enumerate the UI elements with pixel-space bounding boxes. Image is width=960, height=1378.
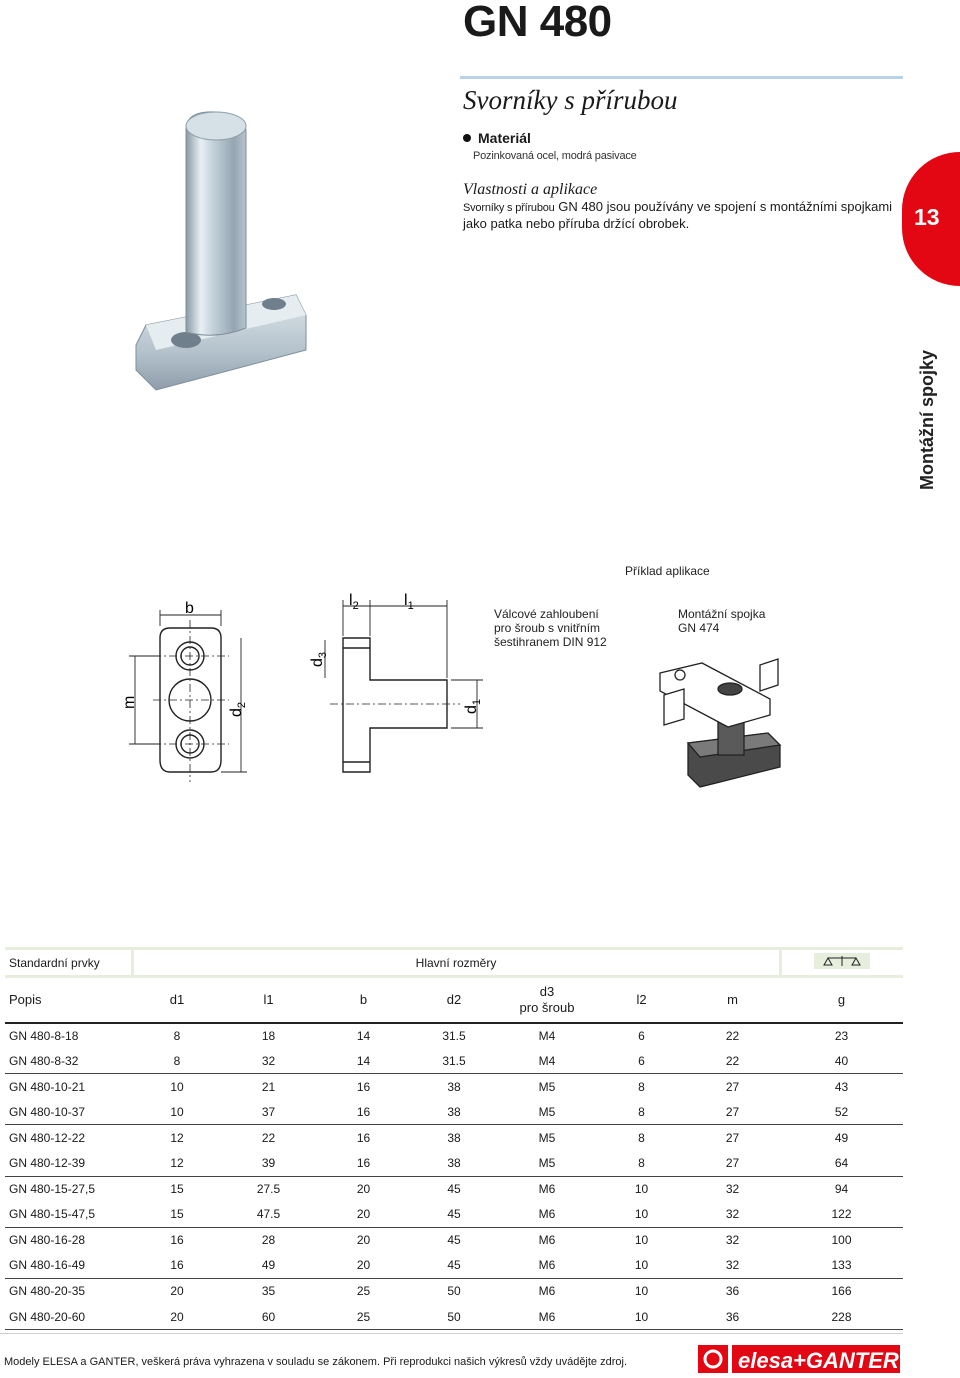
table-cell-value: 52 <box>780 1099 903 1125</box>
properties-text-main: GN 480 jsou používány ve spojení s montážními spojkami jako patka nebo příruba držící obrobek. <box>463 199 893 231</box>
table-cell-value: M6 <box>538 1233 556 1248</box>
table-cell-value: 14 <box>315 1048 412 1074</box>
table-cell-value: 6 <box>598 1048 685 1074</box>
table-cell-value: 50 <box>447 1284 461 1299</box>
chapter-tab[interactable] <box>902 152 960 286</box>
table-cell-value: 32 <box>685 1202 780 1228</box>
table-cell-value: 6 <box>638 1028 645 1043</box>
callout-gn474 <box>678 607 798 635</box>
product-photo <box>106 100 316 400</box>
table-row <box>5 1253 903 1279</box>
page-title: GN 480 <box>463 0 612 46</box>
table-cell-value: 8 <box>598 1150 685 1176</box>
table-cell-value: 31.5 <box>442 1028 466 1043</box>
table-cell-value: 22 <box>685 1048 780 1074</box>
table-cell-value: 22 <box>725 1028 740 1043</box>
table-row <box>5 1278 903 1304</box>
table-cell-value: M4 <box>538 1028 556 1043</box>
table-row <box>5 1202 903 1228</box>
weight-header-cell <box>780 949 903 977</box>
table-column-header <box>5 977 903 1023</box>
table-cell-value: 45 <box>447 1182 461 1197</box>
table-cell-value: 27 <box>685 1099 780 1125</box>
table-cell-value: M6 <box>496 1202 598 1228</box>
col-l2: l2 <box>598 977 685 1023</box>
table-cell-description: GN 480-20-60 <box>5 1304 132 1330</box>
dim-label-d2: $d_2$ <box>228 701 248 717</box>
callout-screw-line: Válcové zahloubení <box>494 607 599 621</box>
dim-label-d3-subscript: 3 <box>317 651 329 659</box>
table-cell-value: 100 <box>831 1233 852 1248</box>
table-cell-value: 50 <box>412 1304 496 1330</box>
table-cell-value: 228 <box>780 1304 903 1330</box>
table-cell-value: 133 <box>780 1253 903 1279</box>
table-cell-value: 20 <box>315 1202 412 1228</box>
col-d3 <box>496 977 598 1023</box>
dim-label-d3: $d_3$ <box>309 651 329 667</box>
table-cell-description: GN 480-10-21 <box>9 1079 86 1094</box>
properties-text <box>463 199 903 232</box>
table-cell-value: 32 <box>725 1182 740 1197</box>
table-cell-value: 8 <box>638 1079 645 1094</box>
footer-copyright: Modely ELESA a GANTER, veškerá práva vyhrazena v souladu se zákonem. Při reprodukci našich výkresů vždy uvádějte zdroj. <box>4 1356 628 1368</box>
table-cell-value: 31.5 <box>412 1048 496 1074</box>
table-cell-value: 45 <box>412 1202 496 1228</box>
table-cell-value: 38 <box>447 1079 461 1094</box>
table-cell-value: 32 <box>685 1253 780 1279</box>
col-d2: d2 <box>412 977 496 1023</box>
table-cell-value: 21 <box>261 1079 276 1094</box>
chapter-number: 13 <box>914 204 940 230</box>
table-cell-value: 36 <box>685 1304 780 1330</box>
table-cell-value: M5 <box>538 1130 556 1145</box>
table-cell-value: 16 <box>170 1233 184 1248</box>
table-row <box>5 1074 903 1100</box>
properties-text-lead: Svorníky s přírubou <box>463 202 555 214</box>
table-cell-value: 27 <box>685 1150 780 1176</box>
table-cell-value: 40 <box>780 1048 903 1074</box>
table-cell-value: 16 <box>315 1099 412 1125</box>
table-cell-value: 20 <box>356 1233 371 1248</box>
table-row <box>5 1150 903 1176</box>
scale-icon <box>814 953 870 969</box>
specification-table <box>5 947 903 1330</box>
dim-label-d1-subscript: 1 <box>471 698 483 706</box>
table-cell-value: 166 <box>831 1284 852 1299</box>
dim-label-l2: $l_2$ <box>349 592 359 612</box>
table-cell-value: 16 <box>356 1130 371 1145</box>
elesa-ganter-logo <box>698 1342 902 1376</box>
table-cell-description: GN 480-12-39 <box>5 1150 132 1176</box>
application-example-drawing <box>640 645 790 795</box>
callout-screw <box>494 607 644 649</box>
col-d1: d1 <box>132 977 222 1023</box>
material-text: Pozinkovaná ocel, modrá pasivace <box>473 150 637 162</box>
table-cell-value: 8 <box>598 1099 685 1125</box>
table-cell-description: GN 480-16-28 <box>9 1233 86 1248</box>
table-cell-value: 64 <box>780 1150 903 1176</box>
table-cell-value: 20 <box>170 1284 184 1299</box>
dim-label-b: b <box>185 600 194 617</box>
table-cell-value: 10 <box>598 1253 685 1279</box>
table-cell-value: 10 <box>132 1099 222 1125</box>
table-cell-value: 10 <box>634 1182 649 1197</box>
table-group-header <box>5 949 903 977</box>
table-row <box>5 1099 903 1125</box>
table-cell-value: 32 <box>725 1233 740 1248</box>
table-cell-value: 43 <box>834 1079 849 1094</box>
table-cell-value: M5 <box>496 1099 598 1125</box>
table-cell-description: GN 480-8-32 <box>5 1048 132 1074</box>
table-cell-value: 35 <box>261 1284 276 1299</box>
table-row <box>5 1023 903 1049</box>
table-cell-value: 10 <box>634 1284 649 1299</box>
table-cell-value: 38 <box>412 1099 496 1125</box>
table-cell-value: 14 <box>356 1028 371 1043</box>
table-cell-value: 25 <box>356 1284 371 1299</box>
table-cell-value: 20 <box>356 1182 371 1197</box>
logo-text: elesa+GANTER <box>738 1348 899 1373</box>
callout-screw-line: šestihranem DIN 912 <box>494 635 607 649</box>
table-cell-value: 20 <box>132 1304 222 1330</box>
dim-label-l1-subscript: 1 <box>407 600 414 612</box>
col-m: m <box>685 977 780 1023</box>
table-cell-value: 122 <box>780 1202 903 1228</box>
table-cell-value: 27 <box>725 1130 740 1145</box>
table-cell-description: GN 480-15-47,5 <box>5 1202 132 1228</box>
dim-label-m: m <box>121 695 138 709</box>
example-label: Příklad aplikace <box>625 564 710 578</box>
callout-screw-line: pro šroub s vnitřním <box>494 621 601 635</box>
table-cell-value: 27 <box>725 1079 740 1094</box>
table-cell-value: 16 <box>356 1079 371 1094</box>
table-cell-value: 47.5 <box>222 1202 315 1228</box>
table-cell-value: 49 <box>834 1130 849 1145</box>
table-cell-value: 10 <box>598 1202 685 1228</box>
table-row <box>5 1227 903 1253</box>
table-cell-value: 23 <box>834 1028 849 1043</box>
table-row <box>5 1304 903 1330</box>
table-cell-value: M6 <box>538 1182 556 1197</box>
bullet-icon <box>463 134 471 142</box>
table-cell-value: 10 <box>598 1304 685 1330</box>
table-row <box>5 1048 903 1074</box>
table-cell-value: 27.5 <box>256 1182 281 1197</box>
table-cell-value: 12 <box>132 1150 222 1176</box>
table-cell-value: 36 <box>725 1284 740 1299</box>
table-cell-value: 39 <box>222 1150 315 1176</box>
table-cell-description: GN 480-10-37 <box>5 1099 132 1125</box>
table-cell-value: 28 <box>261 1233 276 1248</box>
table-row <box>5 1125 903 1151</box>
table-cell-description: GN 480-8-18 <box>9 1028 79 1043</box>
dim-label-l1: $l_1$ <box>404 592 414 612</box>
page-subtitle: Svorníky s přírubou <box>463 85 678 115</box>
callout-gn474-line: Montážní spojka <box>678 607 766 621</box>
technical-drawing <box>115 590 495 790</box>
properties-heading: Vlastnosti a aplikace <box>463 181 598 198</box>
table-cell-value: 12 <box>170 1130 184 1145</box>
table-cell-value: 10 <box>634 1233 649 1248</box>
table-cell-value: 38 <box>412 1150 496 1176</box>
table-cell-description: GN 480-12-22 <box>9 1130 86 1145</box>
table-cell-value: 16 <box>132 1253 222 1279</box>
table-cell-value: 32 <box>222 1048 315 1074</box>
chapter-side-label: Montážní spojky <box>917 349 937 490</box>
table-cell-value: 37 <box>222 1099 315 1125</box>
dim-label-d2-subscript: 2 <box>236 701 248 709</box>
col-d3-label: d3 <box>539 983 555 999</box>
material-heading-text: Materiál <box>478 130 531 146</box>
table-row <box>5 1176 903 1202</box>
col-g: g <box>780 977 903 1023</box>
col-l1: l1 <box>222 977 315 1023</box>
table-cell-value: 8 <box>173 1028 181 1043</box>
table-cell-value: 38 <box>447 1130 461 1145</box>
title-divider <box>460 76 903 79</box>
table-cell-value: 8 <box>638 1130 645 1145</box>
table-cell-description: GN 480-16-49 <box>5 1253 132 1279</box>
table-cell-value: M5 <box>538 1079 556 1094</box>
col-d3-sub: pro šroub <box>519 999 575 1015</box>
callout-gn474-line: GN 474 <box>678 621 720 635</box>
table-cell-value: 15 <box>170 1182 184 1197</box>
group-standard: Standardní prvky <box>5 949 132 977</box>
table-cell-value: M5 <box>496 1150 598 1176</box>
table-cell-description: GN 480-20-35 <box>9 1284 86 1299</box>
table-cell-value: M6 <box>538 1284 556 1299</box>
table-cell-value: 60 <box>222 1304 315 1330</box>
dim-label-l2-subscript: 2 <box>352 600 359 612</box>
footer-divider <box>0 1333 903 1334</box>
table-cell-value: 15 <box>132 1202 222 1228</box>
table-cell-value: 49 <box>222 1253 315 1279</box>
material-heading <box>463 130 531 146</box>
col-popis: Popis <box>5 977 132 1023</box>
table-cell-value: M6 <box>496 1253 598 1279</box>
table-cell-value: 8 <box>132 1048 222 1074</box>
table-cell-value: M4 <box>496 1048 598 1074</box>
table-cell-value: M6 <box>496 1304 598 1330</box>
col-b: b <box>315 977 412 1023</box>
table-cell-value: 10 <box>170 1079 184 1094</box>
table-body <box>5 1023 903 1330</box>
table-cell-value: 16 <box>315 1150 412 1176</box>
table-cell-value: 45 <box>447 1233 461 1248</box>
table-cell-value: 20 <box>315 1253 412 1279</box>
table-cell-value: 22 <box>261 1130 276 1145</box>
group-main-dimensions: Hlavní rozměry <box>132 949 780 977</box>
dim-label-d1: $d_1$ <box>463 698 483 714</box>
table-cell-value: 94 <box>834 1182 849 1197</box>
table-cell-value: 45 <box>412 1253 496 1279</box>
table-cell-value: 18 <box>261 1028 276 1043</box>
table-cell-value: 25 <box>315 1304 412 1330</box>
table-cell-description: GN 480-15-27,5 <box>9 1182 96 1197</box>
